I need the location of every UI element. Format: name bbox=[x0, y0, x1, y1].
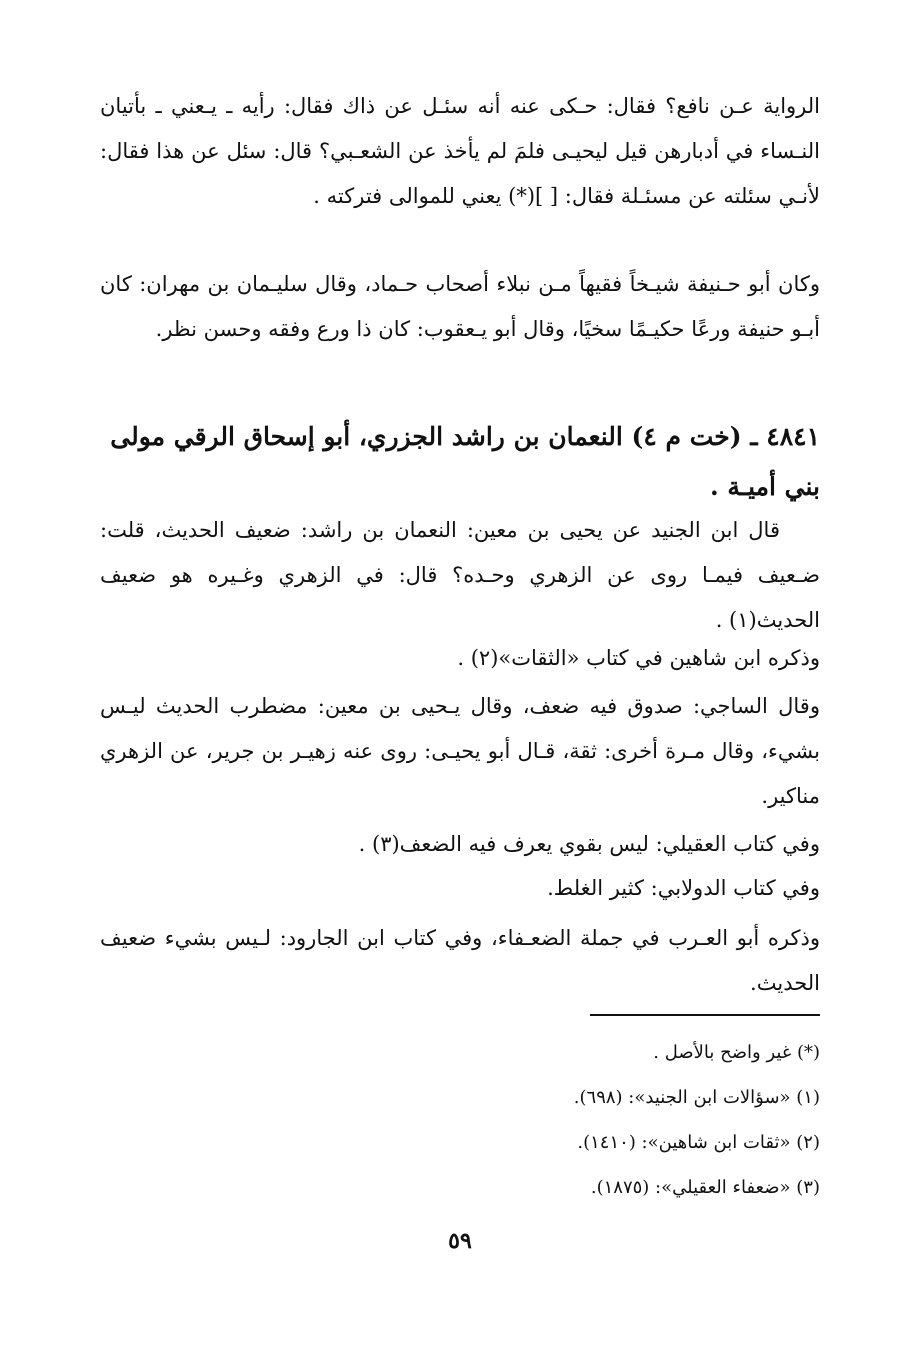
paragraph-abu-hanifa: وكان أبو حـنيفة شيـخاً فقيهاً مـن نبلاء أصحاب حـماد، وقال سليـمان بن مهران: كان أبـو حنيفة ورعًا حكيـمًا سخيًا، وقال أبو يـعقوب: كان ذا ورع وفقه وحسن نظر. bbox=[100, 272, 820, 341]
entry-heading: ٤٨٤١ ـ (خت م ٤) النعمان بن راشد الجزري، أبو إسحاق الرقي مولى بني أميـة . bbox=[110, 422, 820, 501]
paragraph-abu-arab: وذكره أبو العـرب في جملة الضعـفاء، وفي كتاب ابن الجارود: لـيس بشيء ضعيف الحديث. bbox=[100, 926, 820, 995]
main-text-dulabi bbox=[100, 866, 820, 911]
main-text-saji bbox=[100, 684, 820, 819]
footnote-3: (٣) «ضعفاء العقيلي»: (١٨٧٥). bbox=[590, 1177, 820, 1198]
paragraph-saji: وقال الساجي: صدوق فيه ضعف، وقال يـحيى بن معين: مضطرب الحديث ليـس بشيء، وقال مـرة أخرى: ثقة، قـال أبو يحيـى: روى عنه زهيـر بن جرير، عن الزهري مناكير. bbox=[100, 694, 820, 808]
footnotes bbox=[300, 1030, 820, 1210]
paragraph-dulabi: وفي كتاب الدولابي: كثير الغلط. bbox=[547, 876, 820, 900]
main-text-entry bbox=[100, 508, 820, 643]
paragraph-uqayli: وفي كتاب العقيلي: ليس بقوي يعرف فيه الضعف(٣) . bbox=[358, 832, 820, 856]
footnote-separator bbox=[590, 1014, 820, 1016]
footnote-2: (٢) «ثقات ابن شاهين»: (١٤١٠). bbox=[577, 1132, 820, 1153]
main-text-abu-arab bbox=[100, 916, 820, 1006]
main-text-ibn-shahin bbox=[100, 636, 820, 681]
main-text-abu-hanifa bbox=[100, 262, 820, 352]
paragraph-ibn-shahin: وذكره ابن شاهين في كتاب «الثقات»(٢) . bbox=[457, 646, 820, 670]
paragraph-continuation: الرواية عـن نافع؟ فقال: حـكى عنه أنه سئـل عن ذاك فقال: رأيه ـ يـعني ـ بأتيان النـساء في أدبارهن قيل ليحيـى فلمَ لم يأخذ عن الشعـبي؟ قال: سئل عن هذا فقال: لأنـي سئلته عن مسئـلة فقال: [ ](*) يعني للموالى فتركته . bbox=[100, 94, 820, 208]
footnote-asterisk: (*) غير واضح بالأصل . bbox=[653, 1042, 820, 1063]
paragraph-ibn-junaid: قال ابن الجنيد عن يحيى بن معين: النعمان بن راشد: ضعيف الحديث، قلت: ضـعيف فيمـا روى عن الزهري وحـده؟ قال: في الزهري وغـيره هو ضعيف الحديث(١) . bbox=[100, 518, 820, 632]
main-text-upper bbox=[100, 84, 820, 219]
footnote-1: (١) «سؤالات ابن الجنيد»: (٦٩٨). bbox=[573, 1087, 820, 1108]
page-number: ٥٩ bbox=[448, 1228, 472, 1254]
main-text-uqayli bbox=[100, 822, 820, 867]
